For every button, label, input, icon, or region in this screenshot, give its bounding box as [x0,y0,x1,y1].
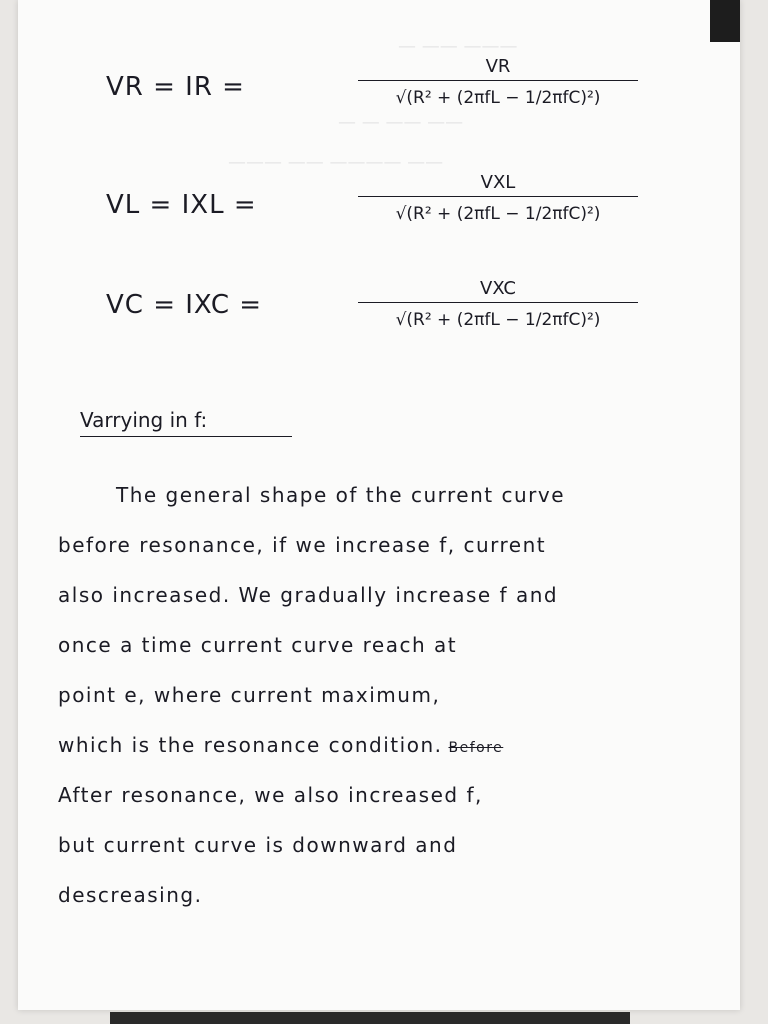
paragraph-line: but current curve is downward and [58,833,458,857]
paragraph-line-text: which is the resonance condition. [58,733,443,757]
paragraph-line: After resonance, we also increased f, [58,783,483,807]
bleed-through-text: — —— ——— [398,36,518,57]
equation-vc [18,268,740,358]
equation-numerator: VXL [480,172,516,193]
equation-fraction [348,276,648,333]
paragraph [58,470,738,920]
paragraph-line: once a time current curve reach at [58,633,458,657]
equation-lhs: VC = IXC = [106,290,263,320]
equation-fraction [348,54,648,111]
paragraph-line: also increased. We gradually increase f and [58,583,559,607]
struck-word: Before [448,740,504,756]
equation-lhs: VR = IR = [106,72,245,102]
equation-denominator: √(R² + (2πfL − 1/2πfC)²) [395,310,601,330]
background-strip [110,1012,630,1024]
bleed-through-text: ——— —— ———— —— [228,152,444,173]
section-heading: Varrying in f: [80,408,292,437]
equation-vr [18,50,740,140]
paragraph-line: descreasing. [58,883,203,907]
equation-numerator: VR [485,56,511,77]
background-corner [710,0,740,42]
equation-vl [18,168,740,258]
paper-sheet [18,0,740,1010]
equation-numerator: VXC [480,278,516,299]
paragraph-line: The general shape of the current curve [116,483,565,507]
equation-lhs: VL = IXL = [106,190,257,220]
paragraph-line: point e, where current maximum, [58,683,441,707]
paragraph-line [58,720,738,770]
paragraph-line: before resonance, if we increase f, current [58,533,547,557]
bleed-through-text: — — —— —— [338,112,464,133]
equation-denominator: √(R² + (2πfL − 1/2πfC)²) [395,88,601,108]
equation-fraction [348,170,648,227]
equation-denominator: √(R² + (2πfL − 1/2πfC)²) [395,204,601,224]
